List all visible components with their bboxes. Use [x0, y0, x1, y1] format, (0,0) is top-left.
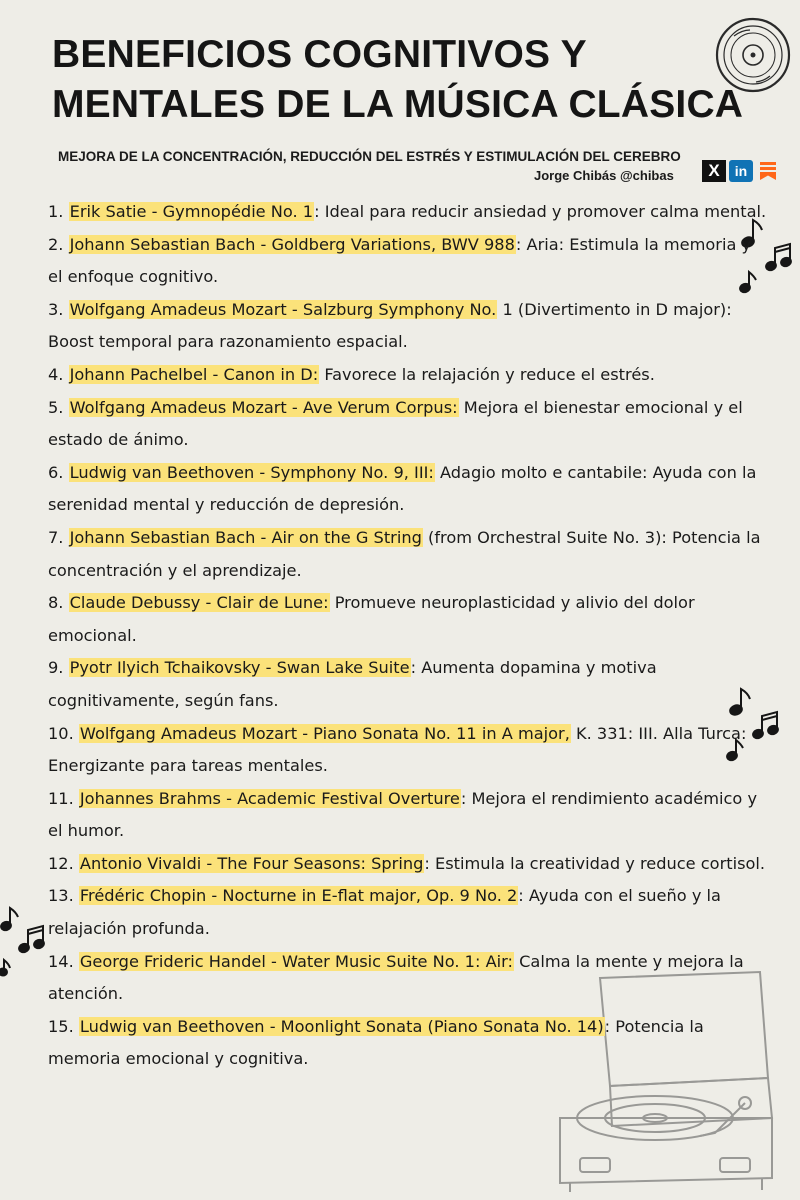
title-line-2: MENTALES DE LA MÚSICA CLÁSICA [52, 83, 744, 126]
list-item: 11. Johannes Brahms - Academic Festival Overture: Mejora el rendimiento académico y el humor. [48, 788, 758, 841]
piece-highlight: Claude Debussy - Clair de Lune: [69, 593, 329, 613]
music-benefits-list [48, 196, 768, 1076]
list-item: 7. Johann Sebastian Bach - Air on the G String (from Orchestral Suite No. 3): Potencia la concentración y el aprendizaje. [48, 527, 761, 580]
piece-highlight: Wolfgang Amadeus Mozart - Ave Verum Corpus: [69, 397, 458, 417]
list-item: 8. Claude Debussy - Clair de Lune: Promueve neuroplasticidad y alivio del dolor emocional. [48, 593, 695, 645]
author-handle: Jorge Chibás @chibas [534, 168, 674, 183]
list-item: 5. Wolfgang Amadeus Mozart - Ave Verum Corpus: Mejora el bienestar emocional y el estado de ánimo. [48, 397, 743, 450]
piece-highlight: Antonio Vivaldi - The Four Seasons: Spring [79, 853, 424, 873]
list-item: 4. Johann Pachelbel - Canon in D: Favorece la relajación y reduce el estrés. [48, 364, 655, 384]
piece-highlight: Johann Sebastian Bach - Air on the G String [69, 527, 422, 547]
piece-highlight: Ludwig van Beethoven - Moonlight Sonata (Piano Sonata No. 14) [79, 1016, 604, 1036]
list-item: 13. Frédéric Chopin - Nocturne in E-flat major, Op. 9 No. 2: Ayuda con el sueño y la relajación profunda. [48, 886, 721, 939]
list-item: 2. Johann Sebastian Bach - Goldberg Variations, BWV 988: Aria: Estimula la memoria y el enfoque cognitivo. [48, 234, 752, 287]
piece-highlight: Johannes Brahms - Academic Festival Overture [79, 788, 460, 808]
title-line-1: BENEFICIOS COGNITIVOS Y [52, 33, 587, 76]
social-icons [702, 160, 780, 182]
linkedin-icon[interactable]: in [729, 160, 753, 182]
list-item: 9. Pyotr Ilyich Tchaikovsky - Swan Lake Suite: Aumenta dopamina y motiva cognitivamente, según fans. [48, 658, 657, 710]
list-item: 3. Wolfgang Amadeus Mozart - Salzburg Symphony No. 1 (Divertimento in D major): Boost temporal para razonamiento espacial. [48, 299, 732, 352]
piece-highlight: Erik Satie - Gymnopédie No. 1 [69, 202, 314, 221]
piece-highlight: George Frideric Handel - Water Music Suite No. 1: Air: [79, 951, 513, 971]
piece-highlight: Wolfgang Amadeus Mozart - Salzburg Symphony No. [69, 299, 497, 319]
list-item: 12. Antonio Vivaldi - The Four Seasons: Spring: Estimula la creatividad y reduce cortisol. [48, 853, 766, 873]
x-logo-icon[interactable]: X [702, 160, 726, 182]
list-item: 6. Ludwig van Beethoven - Symphony No. 9, III: Adagio molto e cantabile: Ayuda con la serenidad mental y reducción de depresión. [48, 462, 757, 515]
piece-highlight: Frédéric Chopin - Nocturne in E-flat major, Op. 9 No. 2 [79, 886, 518, 906]
piece-highlight: Wolfgang Amadeus Mozart - Piano Sonata No. 11 in A major, [79, 723, 570, 743]
list-item: 10. Wolfgang Amadeus Mozart - Piano Sonata No. 11 in A major, K. 331: III. Alla Turca: Energizante para tareas mentales. [48, 723, 747, 776]
list-item: 14. George Frideric Handel - Water Music Suite No. 1: Air: Calma la mente y mejora la atención. [48, 951, 744, 1004]
piece-highlight: Johann Pachelbel - Canon in D: [69, 364, 319, 384]
list-item: 1. Erik Satie - Gymnopédie No. 1: Ideal para reducir ansiedad y promover calma mental. [48, 202, 767, 221]
page-title [52, 30, 744, 130]
piece-highlight: Ludwig van Beethoven - Symphony No. 9, III: [69, 462, 434, 482]
music-notes-icon [0, 904, 50, 980]
list-item: 15. Ludwig van Beethoven - Moonlight Sonata (Piano Sonata No. 14): Potencia la memoria emocional y cognitiva. [48, 1016, 704, 1069]
substack-icon[interactable] [756, 160, 780, 182]
piece-highlight: Johann Sebastian Bach - Goldberg Variations, BWV 988 [69, 234, 515, 254]
piece-highlight: Pyotr Ilyich Tchaikovsky - Swan Lake Suite [69, 658, 410, 678]
subtitle: MEJORA DE LA CONCENTRACIÓN, REDUCCIÓN DEL ESTRÉS Y ESTIMULACIÓN DEL CEREBRO [58, 149, 681, 164]
